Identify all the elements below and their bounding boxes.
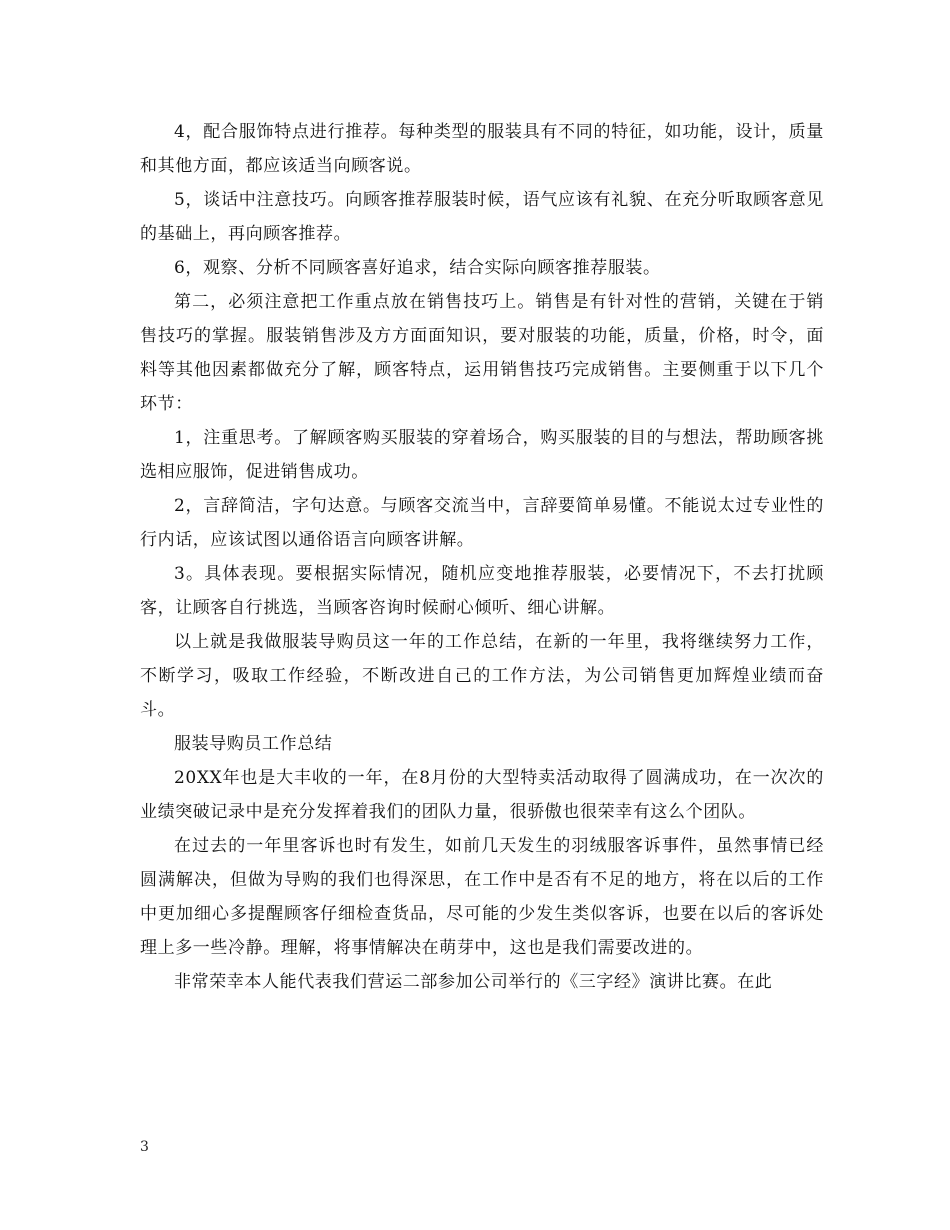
paragraph-tip-5: 5，谈话中注意技巧。向顾客推荐服装时候，语气应该有礼貌、在充分听取顾客意见的基础上，再向顾客推荐。 <box>140 190 824 244</box>
paragraph-skill-2: 2，言辞简洁，字句达意。与顾客交流当中，言辞要简单易懂。不能说太过专业性的行内话，应该试图以通俗语言向顾客讲解。 <box>140 496 824 550</box>
paragraph-second-point: 第二，必须注意把工作重点放在销售技巧上。销售是有针对性的营销，关键在于销售技巧的掌握。服装销售涉及方方面面知识，要对服装的功能，质量，价格，时令，面料等其他因素都做充分了解，顾客特点，运用销售技巧完成销售。主要侧重于以下几个环节： <box>140 292 824 414</box>
paragraph-year-review: 20XX年也是大丰收的一年，在8月份的大型特卖活动取得了圆满成功，在一次次的业绩突破记录中是充分发挥着我们的团队力量，很骄傲也很荣幸有这么个团队。 <box>140 768 824 822</box>
page-number: 3 <box>140 1139 149 1155</box>
paragraph-conclusion: 以上就是我做服装导购员这一年的工作总结，在新的一年里，我将继续努力工作，不断学习，吸取工作经验，不断改进自己的工作方法，为公司销售更加辉煌业绩而奋斗。 <box>140 632 824 720</box>
paragraph-complaints: 在过去的一年里客诉也时有发生，如前几天发生的羽绒服客诉事件，虽然事情已经圆满解决，但做为导购的我们也得深思，在工作中是否有不足的地方，将在以后的工作中更加细心多提醒顾客仔细检查货品，尽可能的少发生类似客诉，也要在以后的客诉处理上多一些冷静。理解，将事情解决在萌芽中，这也是我们需要改进的。 <box>140 836 824 958</box>
paragraph-skill-3: 3。具体表现。要根据实际情况，随机应变地推荐服装，必要情况下，不去打扰顾客，让顾客自行挑选，当顾客咨询时候耐心倾听、细心讲解。 <box>140 564 824 618</box>
paragraph-tip-6: 6，观察、分析不同顾客喜好追求，结合实际向顾客推荐服装。 <box>174 258 661 278</box>
paragraph-tip-4: 4，配合服饰特点进行推荐。每种类型的服装具有不同的特征，如功能，设计，质量和其他方面，都应该适当向顾客说。 <box>140 122 824 176</box>
paragraph-skill-1: 1，注重思考。了解顾客购买服装的穿着场合，购买服装的目的与想法，帮助顾客挑选相应服饰，促进销售成功。 <box>140 428 824 482</box>
section-heading: 服装导购员工作总结 <box>174 734 333 754</box>
document-body <box>140 115 824 999</box>
paragraph-speech-contest: 非常荣幸本人能代表我们营运二部参加公司举行的《三字经》演讲比赛。在此 <box>174 972 773 992</box>
